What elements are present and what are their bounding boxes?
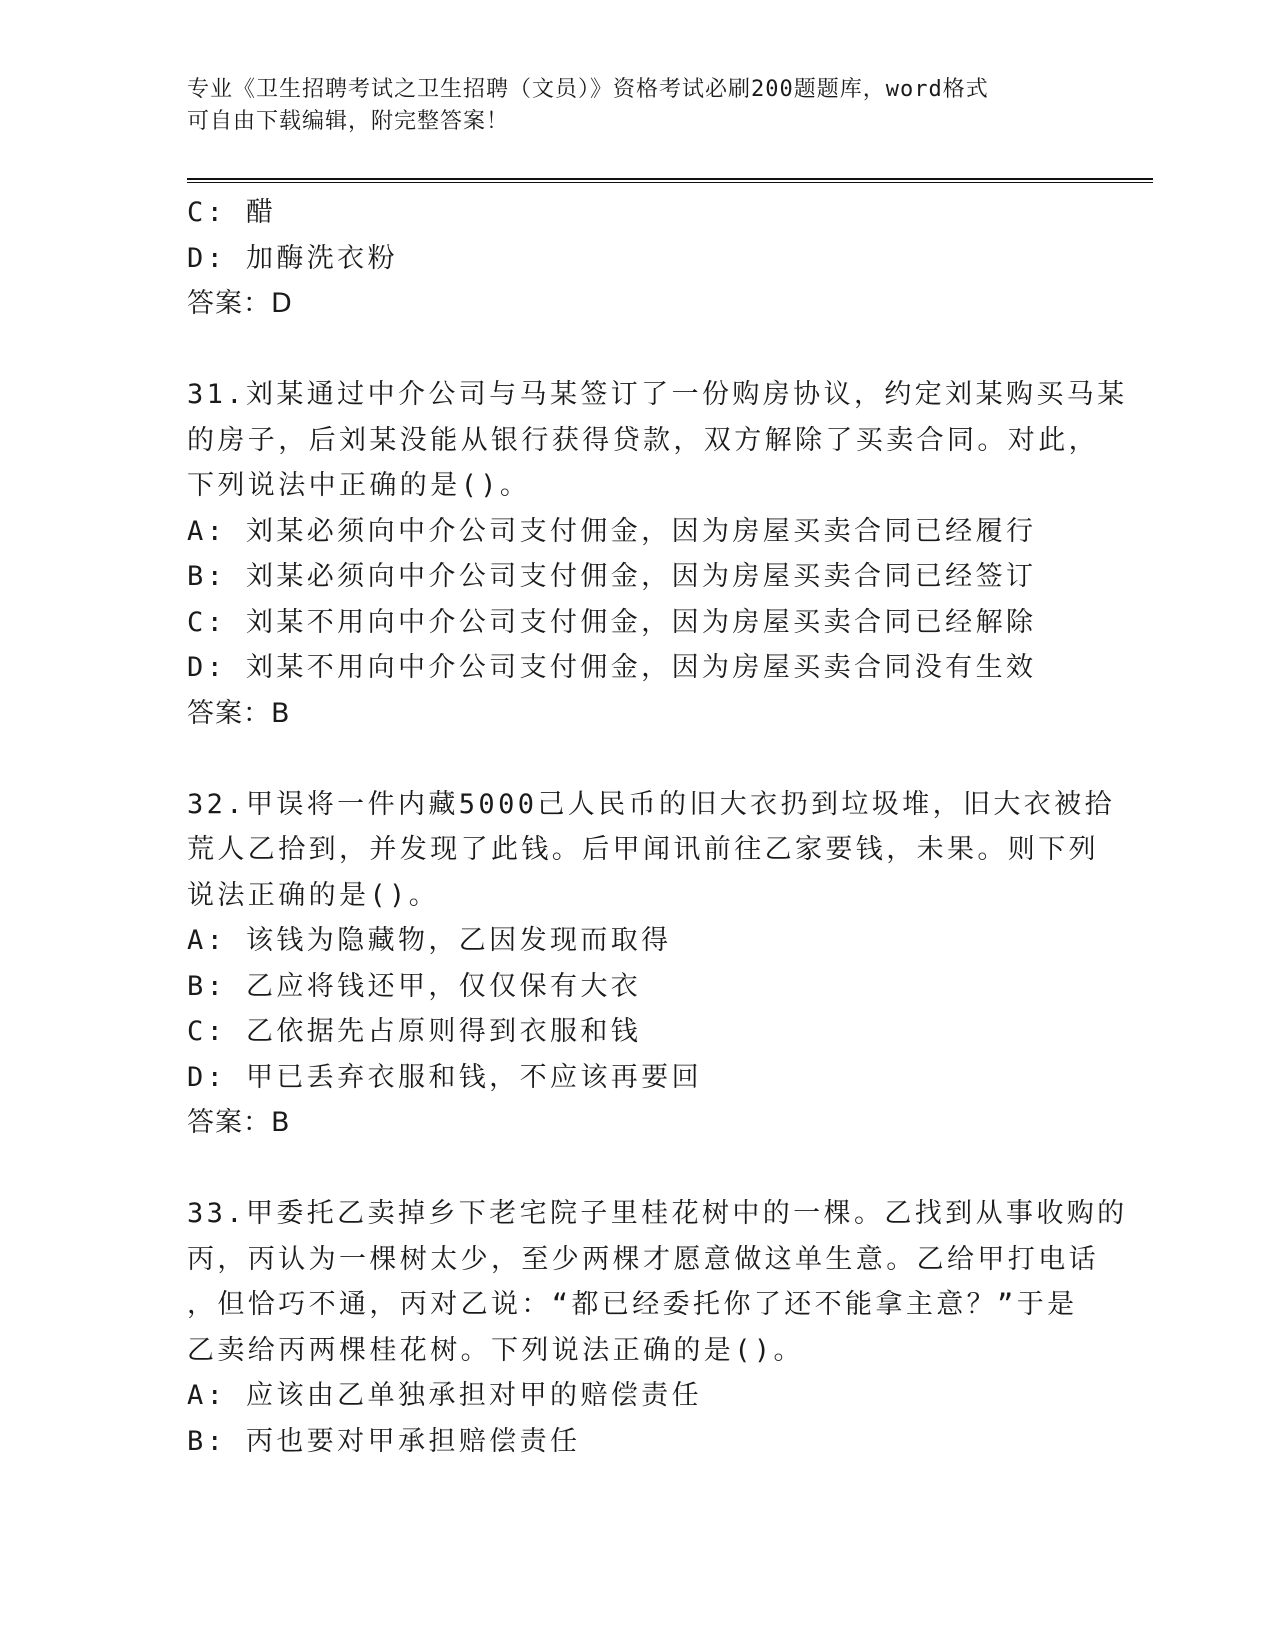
option-d: D: 加酶洗衣粉: [187, 242, 398, 274]
option-a: A: 应该由乙单独承担对甲的赔偿责任: [187, 1380, 702, 1411]
option-b: B: 刘某必须向中介公司支付佣金，因为房屋买卖合同已经签订: [187, 561, 1037, 592]
question-text-line: 33.甲委托乙卖掉乡下老宅院子里桂花树中的一棵。乙找到从事收购的: [187, 1198, 1128, 1229]
spacer: [187, 736, 1087, 782]
header-title-line-2: 可自由下载编辑，附完整答案！: [187, 109, 510, 134]
option-c: C: 刘某不用向中介公司支付佣金，因为房屋买卖合同已经解除: [187, 606, 1037, 638]
option-c: C: 乙依据先占原则得到衣服和钱: [187, 1016, 642, 1047]
question-text-line: 说法正确的是()。: [187, 879, 440, 911]
option-a: A: 该钱为隐藏物，乙因发现而取得: [187, 925, 672, 956]
question-text-line: 丙，丙认为一棵树太少，至少两棵才愿意做这单生意。乙给甲打电话: [187, 1243, 1099, 1275]
spacer: [187, 1146, 1087, 1192]
question-text-line: 32.甲误将一件内藏5000己人民币的旧大衣扔到垃圾堆，旧大衣被拾: [187, 788, 1115, 820]
question-32: [187, 782, 1115, 1146]
answer-line: 答案：B: [187, 697, 291, 729]
question-text-line: 下列说法中正确的是()。: [187, 470, 531, 501]
page-header: [187, 74, 1067, 138]
question-text-line: 乙卖给丙两棵桂花树。下列说法正确的是()。: [187, 1334, 804, 1366]
question-content: [187, 190, 1128, 1464]
question-text-line: 的房子，后刘某没能从银行获得贷款，双方解除了买卖合同。对此，: [187, 424, 1099, 456]
option-d: D: 刘某不用向中介公司支付佣金，因为房屋买卖合同没有生效: [187, 652, 1037, 683]
spacer: [187, 327, 1087, 373]
option-c: C: 醋: [187, 197, 277, 228]
previous-question-tail: [187, 190, 1087, 327]
question-text-line: 荒人乙拾到，并发现了此钱。后甲闻讯前往乙家要钱，未果。则下列: [187, 834, 1099, 865]
option-d: D: 甲已丢弃衣服和钱，不应该再要回: [187, 1061, 702, 1093]
option-b: B: 乙应将钱还甲，仅仅保有大衣: [187, 970, 642, 1002]
answer-line: 答案：B: [187, 1107, 291, 1138]
header-divider: [187, 178, 1153, 183]
question-33: [187, 1191, 1128, 1464]
question-31: [187, 372, 1128, 736]
option-b: B: 丙也要对甲承担赔偿责任: [187, 1425, 581, 1457]
option-a: A: 刘某必须向中介公司支付佣金，因为房屋买卖合同已经履行: [187, 515, 1037, 547]
question-text-line: ，但恰巧不通，丙对乙说：“都已经委托你了还不能拿主意？”于是: [187, 1289, 1078, 1320]
header-title-line-1: 专业《卫生招聘考试之卫生招聘（文员）》资格考试必刷200题题库，word格式: [187, 77, 989, 102]
question-text-line: 31.刘某通过中介公司与马某签订了一份购房协议，约定刘某购买马某: [187, 379, 1128, 410]
answer-line: 答案：D: [187, 288, 293, 319]
